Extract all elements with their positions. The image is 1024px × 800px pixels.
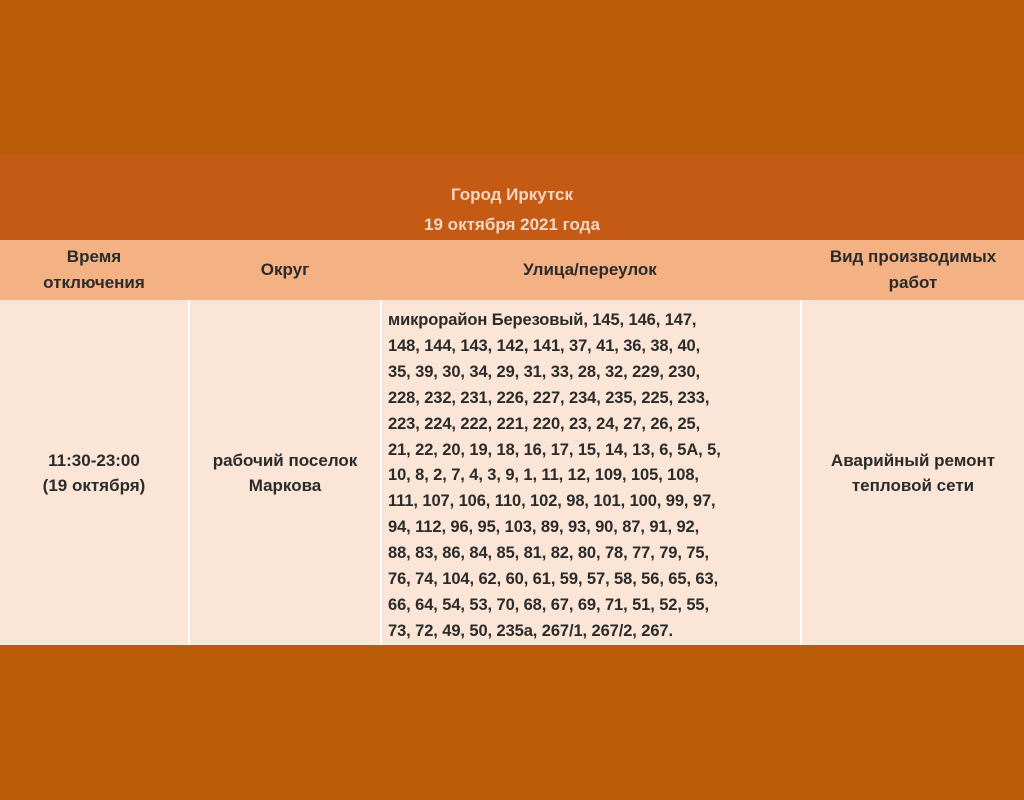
cell-district (190, 300, 380, 645)
street-line: 35, 39, 30, 34, 29, 31, 33, 28, 32, 229, 230, (388, 362, 701, 381)
header-street-label: Улица/переулок (523, 260, 657, 279)
district-line2: Маркова (248, 475, 322, 495)
street-line: 88, 83, 86, 84, 85, 81, 82, 80, 78, 77, 79, 75, (388, 544, 709, 563)
street-line: 94, 112, 96, 95, 103, 89, 93, 90, 87, 91, 92, (388, 518, 700, 537)
header-time (0, 240, 188, 300)
time-date: (19 октября) (42, 475, 146, 495)
street-line: 223, 224, 222, 221, 220, 23, 24, 27, 26, 25, (388, 414, 701, 433)
outage-notice-table (0, 155, 1024, 645)
header-works-label: Вид производимых работ (829, 247, 997, 292)
header-district-label: Округ (260, 260, 310, 279)
street-line: микрорайон Березовый, 145, 146, 147, (388, 311, 697, 329)
cell-time (0, 300, 188, 645)
table-header-row (0, 240, 1024, 300)
street-line: 21, 22, 20, 19, 18, 16, 17, 15, 14, 13, 6, 5А, 5, (388, 440, 721, 459)
header-time-label: Время отключения (43, 247, 145, 292)
street-line: 76, 74, 104, 62, 60, 61, 59, 57, 58, 56, 65, 63, (388, 570, 719, 589)
time-range: 11:30-23:00 (48, 450, 140, 470)
works-line1: Аварийный ремонт (830, 450, 996, 470)
district-line1: рабочий поселок (212, 450, 358, 470)
header-street (382, 240, 798, 300)
street-line: 66, 64, 54, 53, 70, 68, 67, 69, 71, 51, 52, 55, (388, 595, 709, 614)
header-district (190, 240, 380, 300)
city-title: Город Иркутск (450, 185, 574, 204)
cell-works (802, 300, 1024, 645)
street-line: 148, 144, 143, 142, 141, 37, 41, 36, 38, 40, (388, 336, 701, 355)
street-line: 111, 107, 106, 110, 102, 98, 101, 100, 99, 97, (388, 492, 716, 511)
street-line: 10, 8, 2, 7, 4, 3, 9, 1, 11, 12, 109, 105, 108, (388, 466, 699, 485)
table-title-band (0, 155, 1024, 240)
cell-streets (382, 300, 798, 645)
header-works (802, 240, 1024, 300)
street-line: 73, 72, 49, 50, 235а, 267/1, 267/2, 267. (388, 621, 673, 640)
date-title: 19 октября 2021 года (424, 215, 600, 234)
works-line2: тепловой сети (851, 475, 975, 495)
table-row (0, 300, 1024, 645)
street-line: 228, 232, 231, 226, 227, 234, 235, 225, 233, (388, 388, 710, 407)
